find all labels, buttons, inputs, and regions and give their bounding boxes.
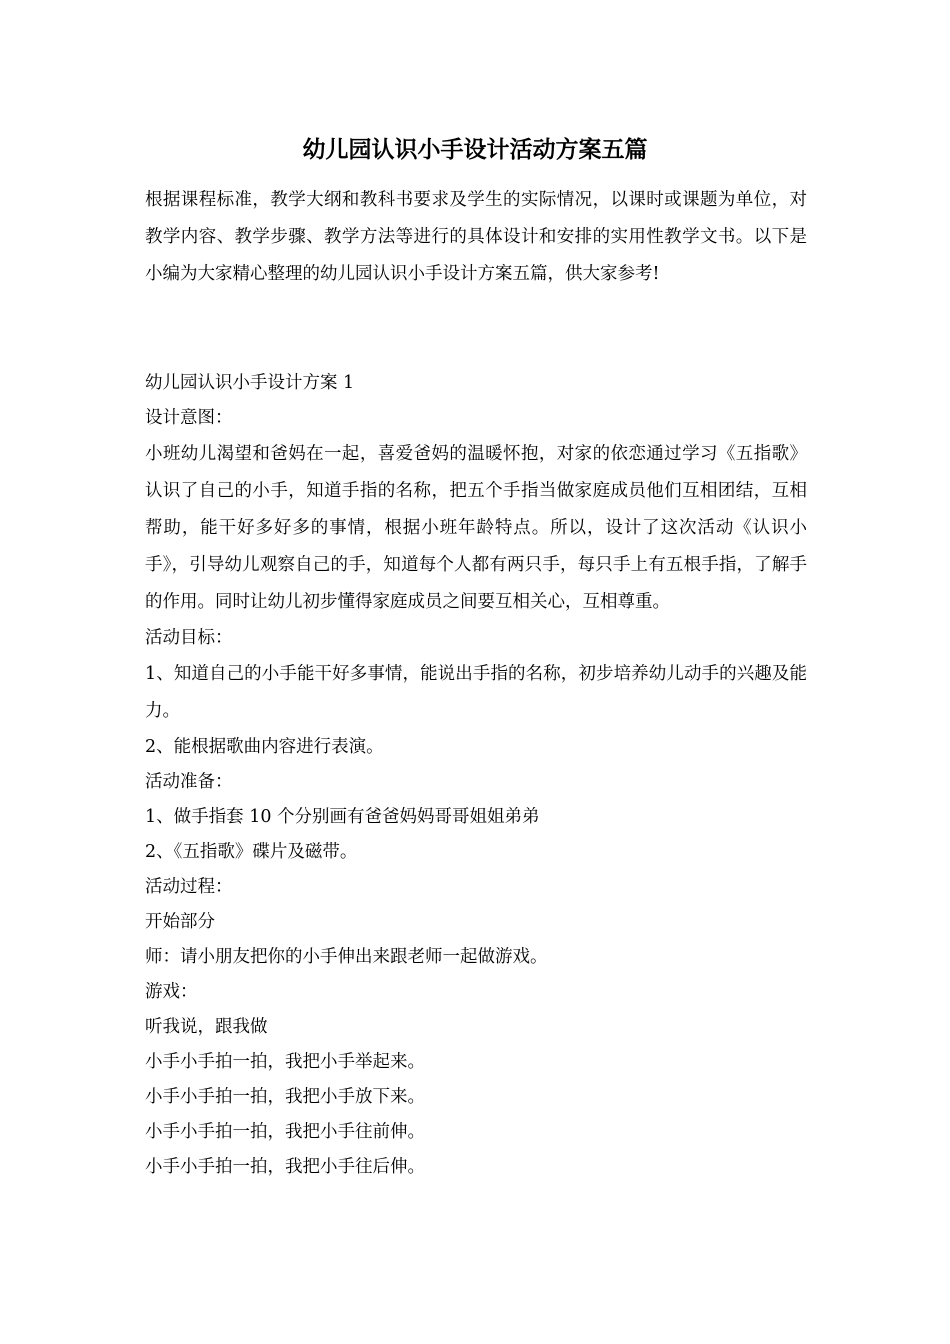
- goal-item-1: 1、知道自己的小手能干好多事情，能说出手指的名称，初步培养幼儿动手的兴趣及能力。: [145, 664, 807, 721]
- goals-label: 活动目标：: [145, 628, 233, 648]
- game-label: 游戏：: [145, 982, 198, 1002]
- game-line: 小手小手拍一拍，我把小手举起来。: [145, 1052, 425, 1072]
- game-line: 小手小手拍一拍，我把小手往后伸。: [145, 1157, 425, 1177]
- teacher-line: 师：请小朋友把你的小手伸出来跟老师一起做游戏。: [145, 947, 548, 967]
- prep-item-1: 1、做手指套 10 个分别画有爸爸妈妈哥哥姐姐弟弟: [145, 807, 540, 827]
- game-line: 听我说，跟我做: [145, 1017, 268, 1037]
- design-intent-paragraph: 小班幼儿渴望和爸妈在一起，喜爱爸妈的温暖怀抱，对家的依恋通过学习《五指歌》认识了自己的小手，知道手指的名称，把五个手指当做家庭成员他们互相团结，互相帮助，能干好多好多的事情，根据小班年龄特点。所以，设计了这次活动《认识小手》，引导幼儿观察自己的手，知道每个人都有两只手，每只手上有五根手指，了解手的作用。同时让幼儿初步懂得家庭成员之间要互相关心，互相尊重。: [145, 444, 807, 612]
- design-intent-label: 设计意图：: [145, 408, 233, 428]
- intro-paragraph: 根据课程标准，教学大纲和教科书要求及学生的实际情况，以课时或课题为单位，对教学内容、教学步骤、教学方法等进行的具体设计和安排的实用性教学文书。以下是小编为大家精心整理的幼儿园认识小手设计方案五篇，供大家参考!: [145, 190, 807, 284]
- process-label: 活动过程：: [145, 877, 233, 897]
- section-heading: 幼儿园认识小手设计方案 1: [145, 373, 355, 393]
- game-line: 小手小手拍一拍，我把小手放下来。: [145, 1087, 425, 1107]
- game-line: 小手小手拍一拍，我把小手往前伸。: [145, 1122, 425, 1142]
- prep-item-2: 2、《五指歌》碟片及磁带。: [145, 842, 358, 862]
- start-part-label: 开始部分: [145, 912, 215, 932]
- document-title: 幼儿园认识小手设计活动方案五篇: [302, 136, 648, 163]
- goal-item-2: 2、能根据歌曲内容进行表演。: [145, 737, 384, 757]
- section-1: [145, 366, 807, 1185]
- prep-label: 活动准备：: [145, 772, 233, 792]
